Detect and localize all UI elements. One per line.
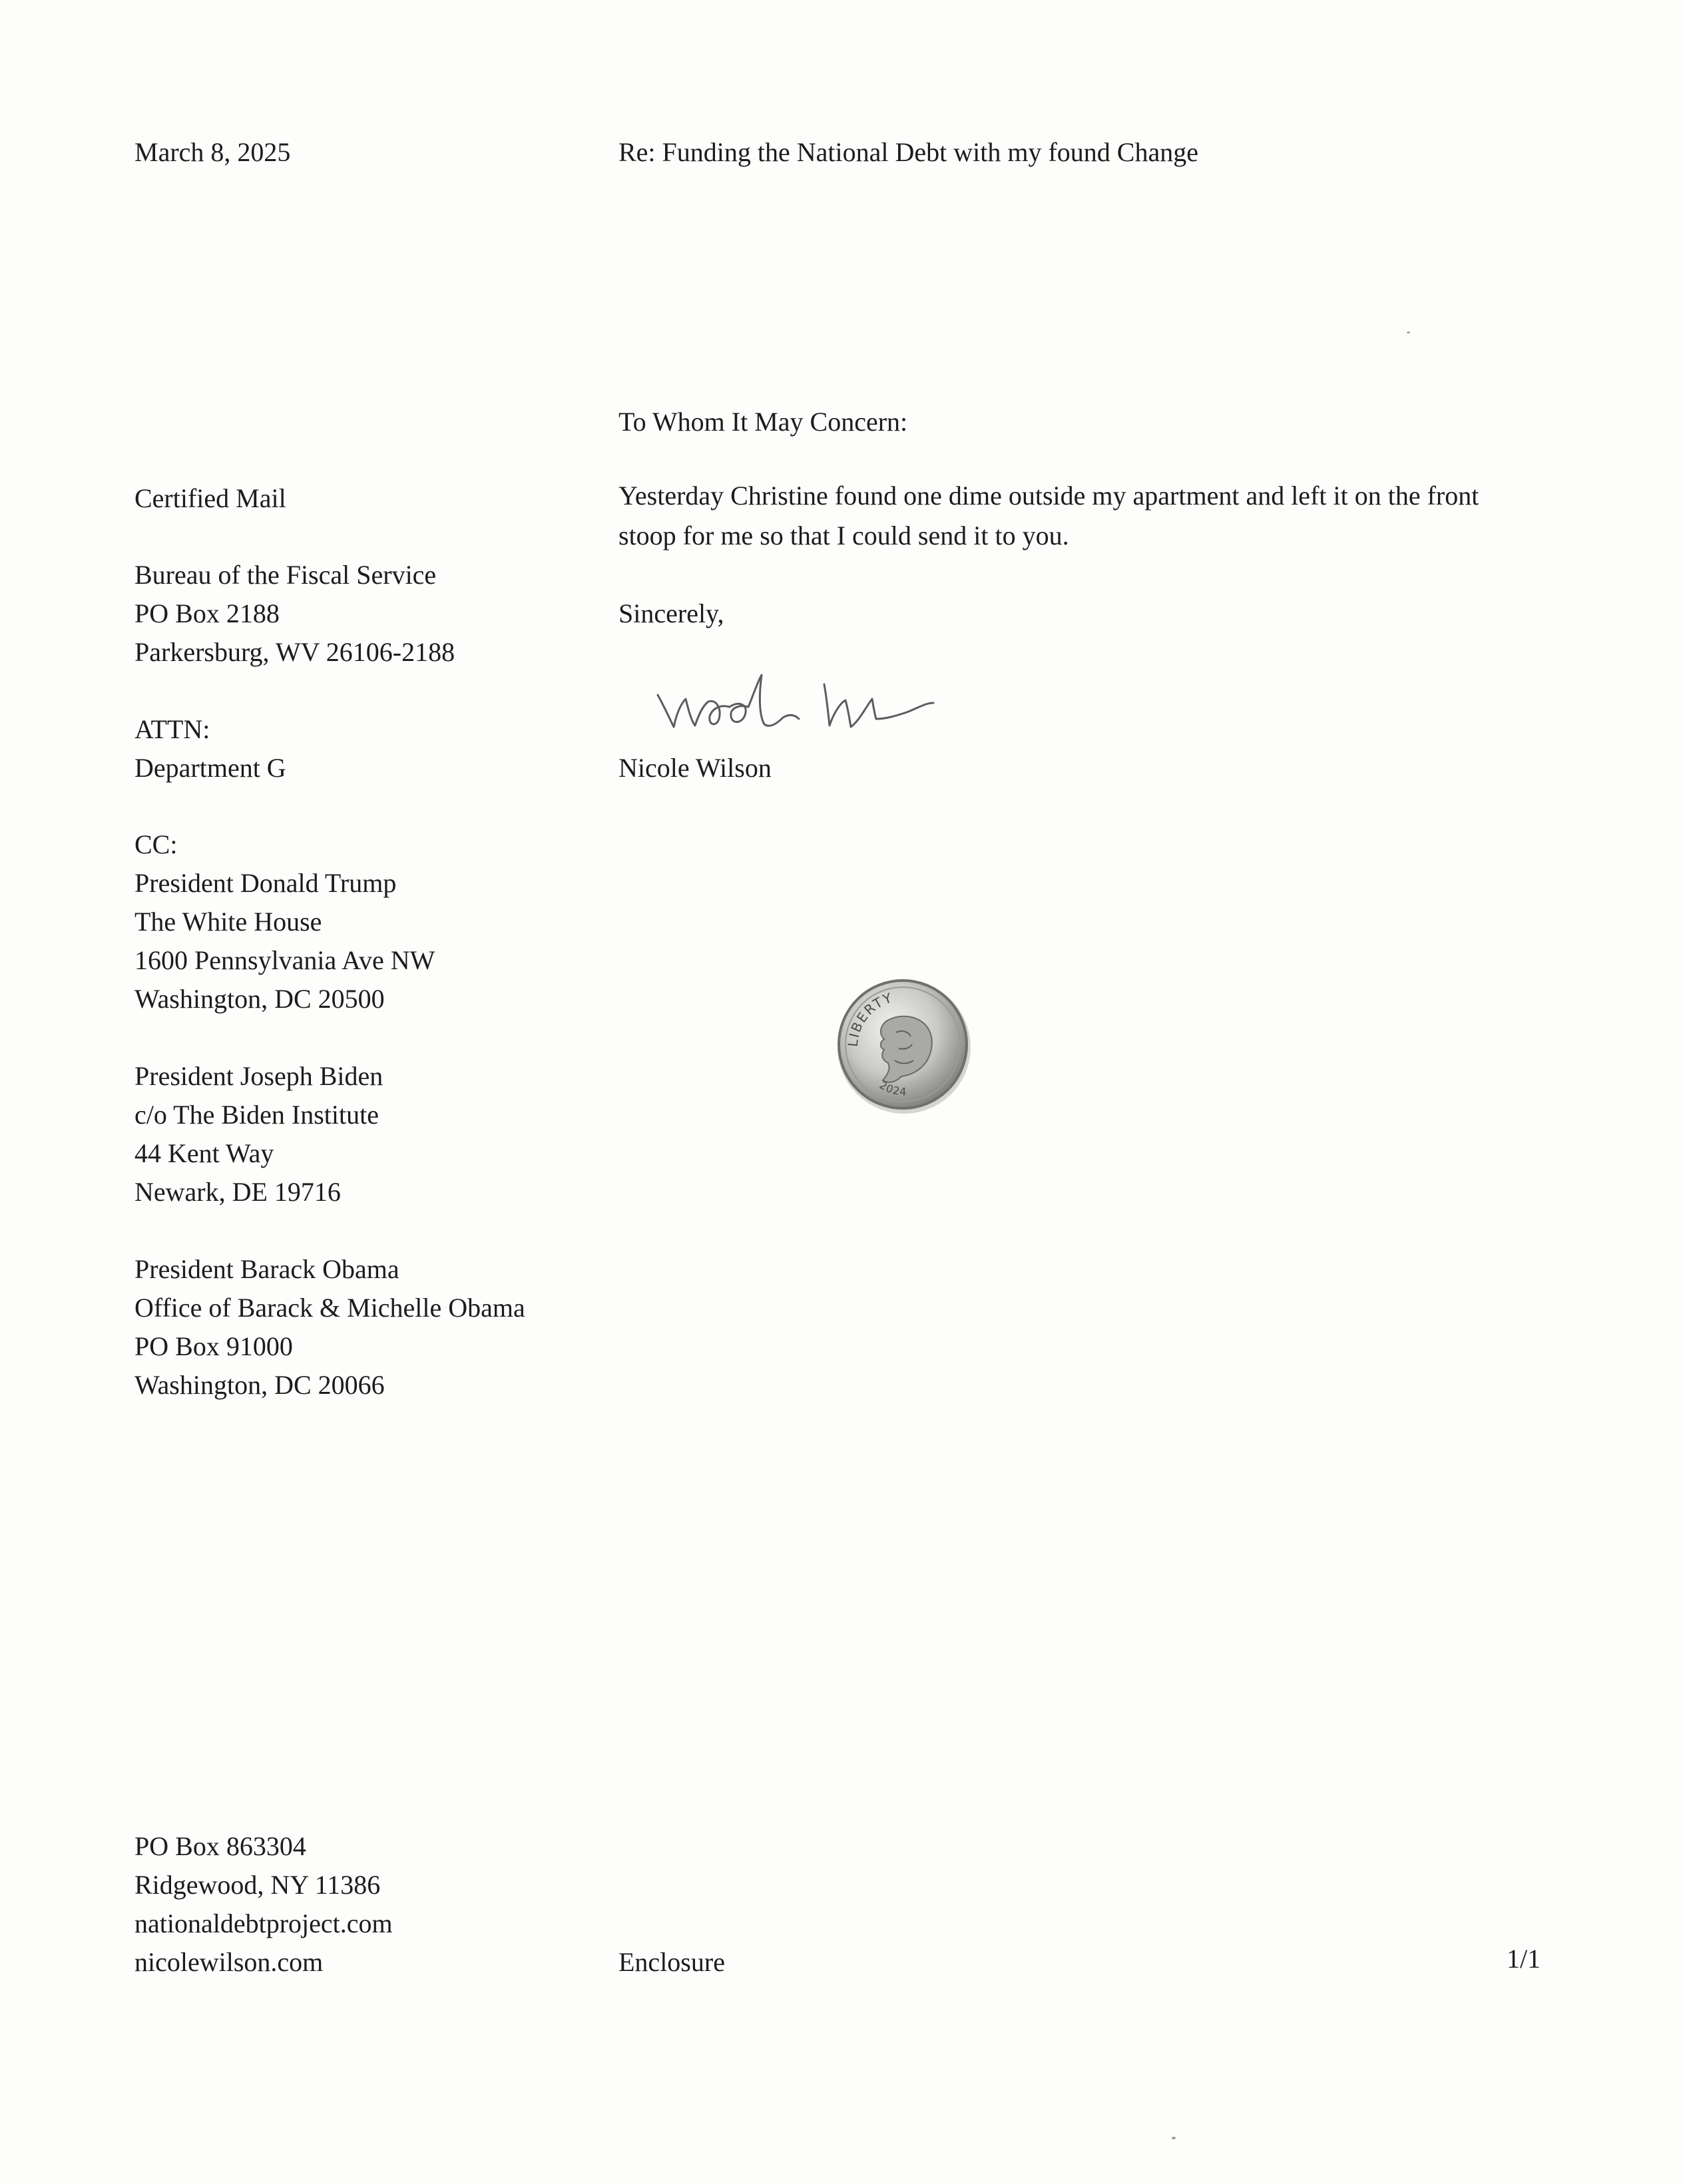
- enclosure-note: Enclosure: [618, 1947, 725, 1977]
- sender-website: nationaldebtproject.com: [134, 1908, 393, 1938]
- scan-speck: [1407, 331, 1410, 333]
- cc-line: Office of Barack & Michelle Obama: [134, 1293, 525, 1323]
- dime-coin-image: [832, 975, 975, 1118]
- coin-year: 2024: [877, 1078, 907, 1098]
- attn-label: ATTN:: [134, 714, 210, 744]
- letter-body: Yesterday Christine found one dime outside my apartment and left it on the front stoop for me so that I could send it to you.: [618, 481, 1479, 550]
- address-line: Parkersburg, WV 26106-2188: [134, 637, 455, 667]
- attention-block: [134, 710, 286, 787]
- closing: Sincerely,: [618, 598, 724, 628]
- delivery-method: Certified Mail: [134, 483, 286, 513]
- cc-line: PO Box 91000: [134, 1331, 293, 1361]
- handwritten-signature: [652, 666, 965, 739]
- sender-line: PO Box 863304: [134, 1831, 306, 1861]
- sender-line: Ridgewood, NY 11386: [134, 1870, 381, 1900]
- cc-line: 1600 Pennsylvania Ave NW: [134, 945, 435, 975]
- cc-line: President Joseph Biden: [134, 1061, 383, 1091]
- letter-date: March 8, 2025: [134, 137, 291, 167]
- cc-line: Newark, DE 19716: [134, 1177, 341, 1207]
- signer-name: Nicole Wilson: [618, 753, 772, 783]
- cc-line: Washington, DC 20066: [134, 1370, 385, 1400]
- recipient-address: [134, 556, 455, 672]
- cc-address-biden: [134, 1057, 383, 1211]
- cc-label: CC:: [134, 829, 178, 859]
- sender-website: nicolewilson.com: [134, 1947, 324, 1977]
- page-number: 1/1: [1507, 1944, 1541, 1974]
- cc-block: [134, 825, 435, 1018]
- cc-line: The White House: [134, 907, 322, 937]
- cc-line: Washington, DC 20500: [134, 984, 385, 1014]
- address-line: Bureau of the Fiscal Service: [134, 560, 437, 590]
- letter-subject: Re: Funding the National Debt with my found Change: [618, 137, 1198, 167]
- cc-line: President Barack Obama: [134, 1254, 399, 1284]
- cc-line: 44 Kent Way: [134, 1138, 274, 1168]
- cc-address-obama: [134, 1250, 525, 1405]
- address-line: PO Box 2188: [134, 598, 280, 628]
- scan-speck: [1172, 2137, 1176, 2139]
- attn-department: Department G: [134, 753, 286, 783]
- salutation: To Whom It May Concern:: [618, 407, 908, 437]
- cc-line: c/o The Biden Institute: [134, 1100, 379, 1130]
- coin-inscription: LIBERTY: [844, 989, 895, 1048]
- sender-address: [134, 1827, 393, 1982]
- cc-line: President Donald Trump: [134, 868, 397, 898]
